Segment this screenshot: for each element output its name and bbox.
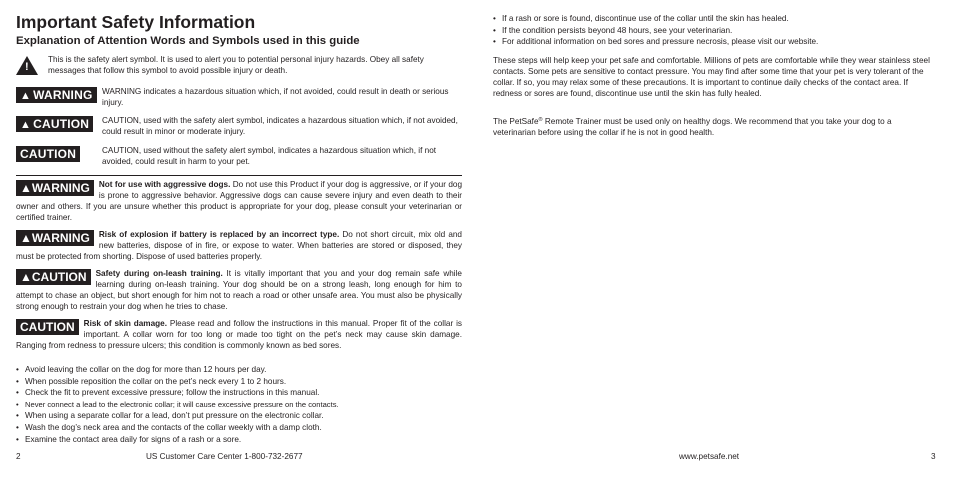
caution-on-leash-training xyxy=(16,268,462,312)
list-item: • For additional information on bed sores and pressure necrosis, please visit our website. xyxy=(493,36,933,48)
skin-care-list xyxy=(16,364,462,445)
warning-triangle-icon: ▲ xyxy=(20,181,32,195)
list-item: • If the condition persists beyond 48 hours, see your veterinarian. xyxy=(493,25,933,37)
warning-heading: Risk of explosion if battery is replaced by an incorrect type. xyxy=(98,230,340,239)
care-paragraph: These steps will help keep your pet safe and comfortable. Millions of pets are comfortable while they wear stainless steel contacts. Some pets are sensitive to contact pressure. You may find after some time that your pet is very tolerant of the collar. If so, you may relax some of these precautions. It is important to continue daily checks of the contact area. If redness or sores are found, discontinue use until the skin has fully healed. xyxy=(493,56,930,98)
caution-body: Please read and follow the instructions in this manual. Proper fit of the collar is important. A collar worn for too long or made too tight on the pet’s neck may cause skin damage. Ranging from redness to pressure ulcers; this condition is commonly known as bed sores. xyxy=(16,319,462,350)
caution-alert-symbol: ▲ CAUTION xyxy=(16,116,93,132)
warning-triangle-icon: ▲ xyxy=(20,90,32,102)
warning-triangle-icon: ▲ xyxy=(20,231,32,245)
list-item: • Never connect a lead to the electronic collar; it will cause excessive pressure on the contacts. xyxy=(16,399,462,411)
page-title: Important Safety Information xyxy=(16,12,256,32)
warning-body: Do not short circuit, mix old and new batteries, dispose of in fire, or expose to water. When batteries are stored or disposed, they must be protected from shorting. Dispose of used batteries properly. xyxy=(16,230,462,261)
section-divider xyxy=(16,175,462,176)
caution-no-symbol-text: CAUTION, used without the safety alert symbol, indicates a hazardous situation which, if not avoided, could result in harm to your pet. xyxy=(102,146,437,166)
caution-with-symbol-text: CAUTION, used with the safety alert symbol, indicates a hazardous situation which, if not avoided, could result in minor or moderate injury. xyxy=(102,116,458,136)
caution-skin-damage xyxy=(16,318,462,351)
caution-heading: Risk of skin damage. xyxy=(83,319,167,328)
warning-battery-explosion xyxy=(16,229,462,262)
caution-triangle-icon: ▲ xyxy=(20,119,32,131)
left-page xyxy=(16,0,462,477)
list-item: • Avoid leaving the collar on the dog for more than 12 hours per day. xyxy=(16,364,462,376)
list-item: • If a rash or sore is found, discontinue use of the collar until the skin has healed. xyxy=(493,13,933,25)
caution-triangle-icon: ▲ xyxy=(20,270,32,284)
list-item: • When possible reposition the collar on the pet’s neck every 1 to 2 hours. xyxy=(16,376,462,388)
list-item: • When using a separate collar for a lead, don’t put pressure on the electronic collar. xyxy=(16,410,462,422)
caution-heading: Safety during on-leash training. xyxy=(95,269,223,278)
warning-definition-text: WARNING indicates a hazardous situation which, if not avoided, could result in death or serious injury. xyxy=(102,87,449,107)
warning-symbol: ▲WARNING xyxy=(16,230,94,246)
list-item: • Examine the contact area daily for signs of a rash or a sore. xyxy=(16,434,462,446)
page-number: 3 xyxy=(931,452,936,461)
alert-symbol-text: This is the safety alert symbol. It is used to alert you to potential personal injury hazards. Obey all safety messages that follow this symbol to avoid possible injury or death. xyxy=(48,55,424,75)
caution-symbol: CAUTION xyxy=(16,146,80,162)
page-subtitle: Explanation of Attention Words and Symbols used in this guide xyxy=(16,35,360,47)
right-page xyxy=(493,0,936,477)
caution-alert-symbol: ▲CAUTION xyxy=(16,269,91,285)
skin-care-list-continued xyxy=(493,13,933,48)
warning-aggressive-dogs xyxy=(16,179,462,223)
caution-symbol: CAUTION xyxy=(16,319,79,335)
page-number: 2 xyxy=(16,452,21,461)
warning-symbol: ▲WARNING xyxy=(16,180,94,196)
customer-care-line: US Customer Care Center 1-800-732-2677 xyxy=(146,452,303,461)
warning-heading: Not for use with aggressive dogs. xyxy=(98,180,231,189)
caution-body: It is vitally important that you and your dog remain safe while learning during on-leash training. Your dog should be on a strong leash, long enough for him to attempt to chase an object, but short enough for him not to reach a road or other unsafe area. You must also be physically strong enough to restrain your dog when he tries to chase. xyxy=(16,269,462,311)
safety-alert-icon: ! xyxy=(16,56,38,75)
warning-body: Do not use this Product if your dog is aggressive, or if your dog is prone to aggressive behavior. Aggressive dogs can cause severe injury and even death to their owner and others. If you are unsure whether this product is appropriate for your dog, please consult your veterinarian or certified trainer. xyxy=(16,180,462,222)
registered-mark: ® xyxy=(538,117,543,123)
website-link[interactable]: www.petsafe.net xyxy=(679,452,740,461)
warning-symbol: ▲ WARNING xyxy=(16,87,97,103)
list-item: • Wash the dog’s neck area and the contacts of the collar weekly with a damp cloth. xyxy=(16,422,462,434)
healthy-dogs-paragraph: The PetSafe® Remote Trainer must be used only on healthy dogs. We recommend that you take your dog to a veterinarian before using the collar if he is not in good health. xyxy=(493,117,892,137)
list-item: • Check the fit to prevent excessive pressure; follow the instructions in this manual. xyxy=(16,387,462,399)
